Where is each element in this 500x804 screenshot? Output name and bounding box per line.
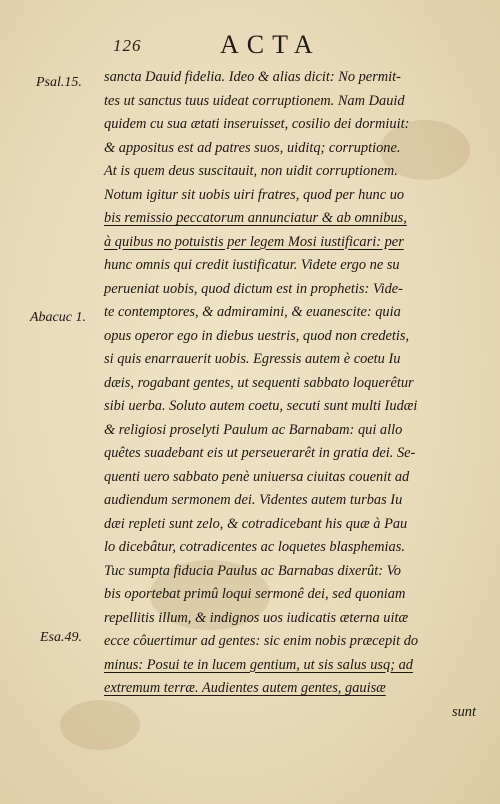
text-line: repellitis illum, & indignos uos iudicatis æterna uitæ	[104, 609, 409, 626]
text-line: audiendum sermonem dei. Videntes autem turbas Iu	[104, 492, 403, 508]
text-line: & appositus est ad patres suos, uiditq; corruptione.	[104, 139, 401, 156]
text-line: Notum igitur sit uobis uiri fratres, quod per hunc uo	[104, 186, 405, 203]
text-line: ecce côuertimur ad gentes: sic enim nobis præcepit do	[104, 633, 419, 649]
text-line: quêtes suadebant eis ut perseuerarêt in gratia dei. Se-	[104, 445, 416, 461]
margin-note-abacuc: Abacuc 1.	[30, 310, 86, 325]
text-line: quidem cu sua ætati inseruisset, cosilio dei dormiuit:	[104, 116, 410, 132]
text-line: sibi uerba. Soluto autem coetu, secuti sunt multi Iudæi	[104, 398, 418, 414]
text-line: sunt	[452, 703, 476, 720]
text-line: dæis, rogabant gentes, ut sequenti sabbato loquerêtur	[104, 374, 414, 391]
text-line: lo dicebâtur, cotradicentes ac loquetes blasphemias.	[104, 539, 405, 555]
text-line: te contemptores, & admiramini, & euanescite: quia	[104, 304, 401, 320]
text-line-underlined: bis remissio peccatorum annunciatur & ab omnibus,	[104, 210, 407, 226]
text-line: hunc omnis qui credit iustificatur. Videte ergo ne su	[104, 257, 400, 273]
page-header	[0, 30, 500, 62]
text-line: quenti uero sabbato penè uniuersa ciuitas couenit ad	[104, 468, 410, 485]
text-line-underlined: extremum terræ. Audientes autem gentes, gauisæ	[104, 680, 386, 696]
text-line: & religiosi proselyti Paulum ac Barnabam: qui allo	[104, 421, 403, 438]
text-line: Tuc sumpta fiducia Paulus ac Barnabas dixerût: Vo	[104, 562, 401, 579]
body-text	[104, 66, 476, 724]
text-line: bis oportebat primû loqui sermonê dei, sed quoniam	[104, 586, 406, 602]
margin-note-esaias: Esa.49.	[40, 630, 82, 645]
text-line-underlined: à quibus no potuistis per legem Mosi iustificari: per	[104, 233, 404, 250]
page-number: 126	[113, 36, 142, 55]
text-line: At is quem deus suscitauit, non uidit corruptionem.	[104, 163, 398, 179]
text-line-underlined: minus: Posui te in lucem gentium, ut sis salus usq; ad	[104, 656, 413, 673]
text-line: sancta Dauid fidelia. Ideo & alias dicit: No permit-	[104, 69, 401, 85]
text-line: si quis enarrauerit uobis. Egressis autem è coetu Iu	[104, 351, 401, 367]
margin-note-psalm: Psal.15.	[36, 75, 82, 90]
running-head: ACTA	[220, 30, 321, 59]
text-line: opus operor ego in diebus uestris, quod non credetis,	[104, 327, 410, 344]
text-line: perueniat uobis, quod dictum est in prophetis: Vide-	[104, 280, 403, 297]
text-line: dæi repleti sunt zelo, & cotradicebant his quæ à Pau	[104, 515, 408, 532]
text-line: tes ut sanctus tuus uideat corruptionem. Nam Dauid	[104, 92, 405, 109]
